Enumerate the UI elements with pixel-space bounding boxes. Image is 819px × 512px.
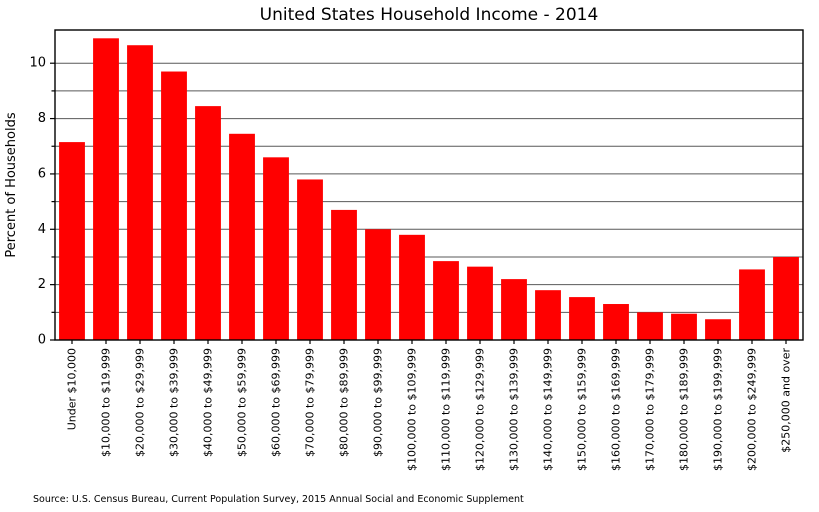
x-tick-label: $170,000 to $179,999 <box>643 348 657 472</box>
y-tick-label: 10 <box>29 55 46 71</box>
x-tick-label: $50,000 to $59,999 <box>235 348 249 458</box>
bar <box>93 38 119 340</box>
bar <box>195 106 221 340</box>
y-tick-label: 4 <box>37 221 46 237</box>
x-tick-label: $30,000 to $39,999 <box>167 348 181 458</box>
x-tick-label: $80,000 to $89,999 <box>337 348 351 458</box>
bar <box>773 257 799 340</box>
y-tick-label: 2 <box>37 277 46 293</box>
source-note: Source: U.S. Census Bureau, Current Population Survey, 2015 Annual Social and Economic Supplement <box>33 494 524 505</box>
y-tick-label: 8 <box>37 111 46 127</box>
bar <box>263 157 289 340</box>
bar <box>467 267 493 340</box>
x-tick-label: $20,000 to $29,999 <box>133 348 147 458</box>
bar <box>637 312 663 340</box>
bar <box>501 279 527 340</box>
x-tick-label: $70,000 to $79,999 <box>303 348 317 458</box>
chart-title: United States Household Income - 2014 <box>259 5 599 25</box>
y-tick-label: 6 <box>37 166 46 182</box>
x-tick-label: Under $10,000 <box>65 348 79 431</box>
x-tick-label: $140,000 to $149,999 <box>541 348 555 472</box>
bar <box>229 134 255 340</box>
x-tick-label: $180,000 to $189,999 <box>677 348 691 472</box>
x-tick-label: $40,000 to $49,999 <box>201 348 215 458</box>
bar <box>365 229 391 340</box>
bar <box>535 290 561 340</box>
bar <box>161 72 187 340</box>
x-tick-label: $10,000 to $19,999 <box>99 348 113 458</box>
x-tick-label: $150,000 to $159,999 <box>575 348 589 472</box>
x-tick-label: $90,000 to $99,999 <box>371 348 385 458</box>
x-tick-label: $200,000 to $249,999 <box>745 348 759 472</box>
bar <box>569 297 595 340</box>
bar <box>433 261 459 340</box>
x-tick-label: $110,000 to $119,999 <box>439 348 453 472</box>
x-tick-label: $160,000 to $169,999 <box>609 348 623 472</box>
x-tick-labels <box>66 348 793 471</box>
y-axis-label: Percent of Households <box>4 112 19 258</box>
x-tick-label: $120,000 to $129,999 <box>473 348 487 472</box>
bar <box>603 304 629 340</box>
x-tick-label: $250,000 and over <box>779 348 793 453</box>
bar <box>671 314 697 340</box>
bar <box>739 269 765 340</box>
bar <box>127 45 153 340</box>
x-tick-label: $60,000 to $69,999 <box>269 348 283 458</box>
bar <box>331 210 357 340</box>
bar <box>705 319 731 340</box>
bar <box>399 235 425 340</box>
bar <box>297 179 323 340</box>
y-tick-label: 0 <box>37 332 46 348</box>
bar <box>59 142 85 340</box>
x-tick-label: $130,000 to $139,999 <box>507 348 521 472</box>
y-tick-labels <box>29 56 46 348</box>
bars <box>59 38 799 340</box>
x-tick-label: $100,000 to $109,999 <box>405 348 419 472</box>
x-tick-label: $190,000 to $199,999 <box>711 348 725 472</box>
